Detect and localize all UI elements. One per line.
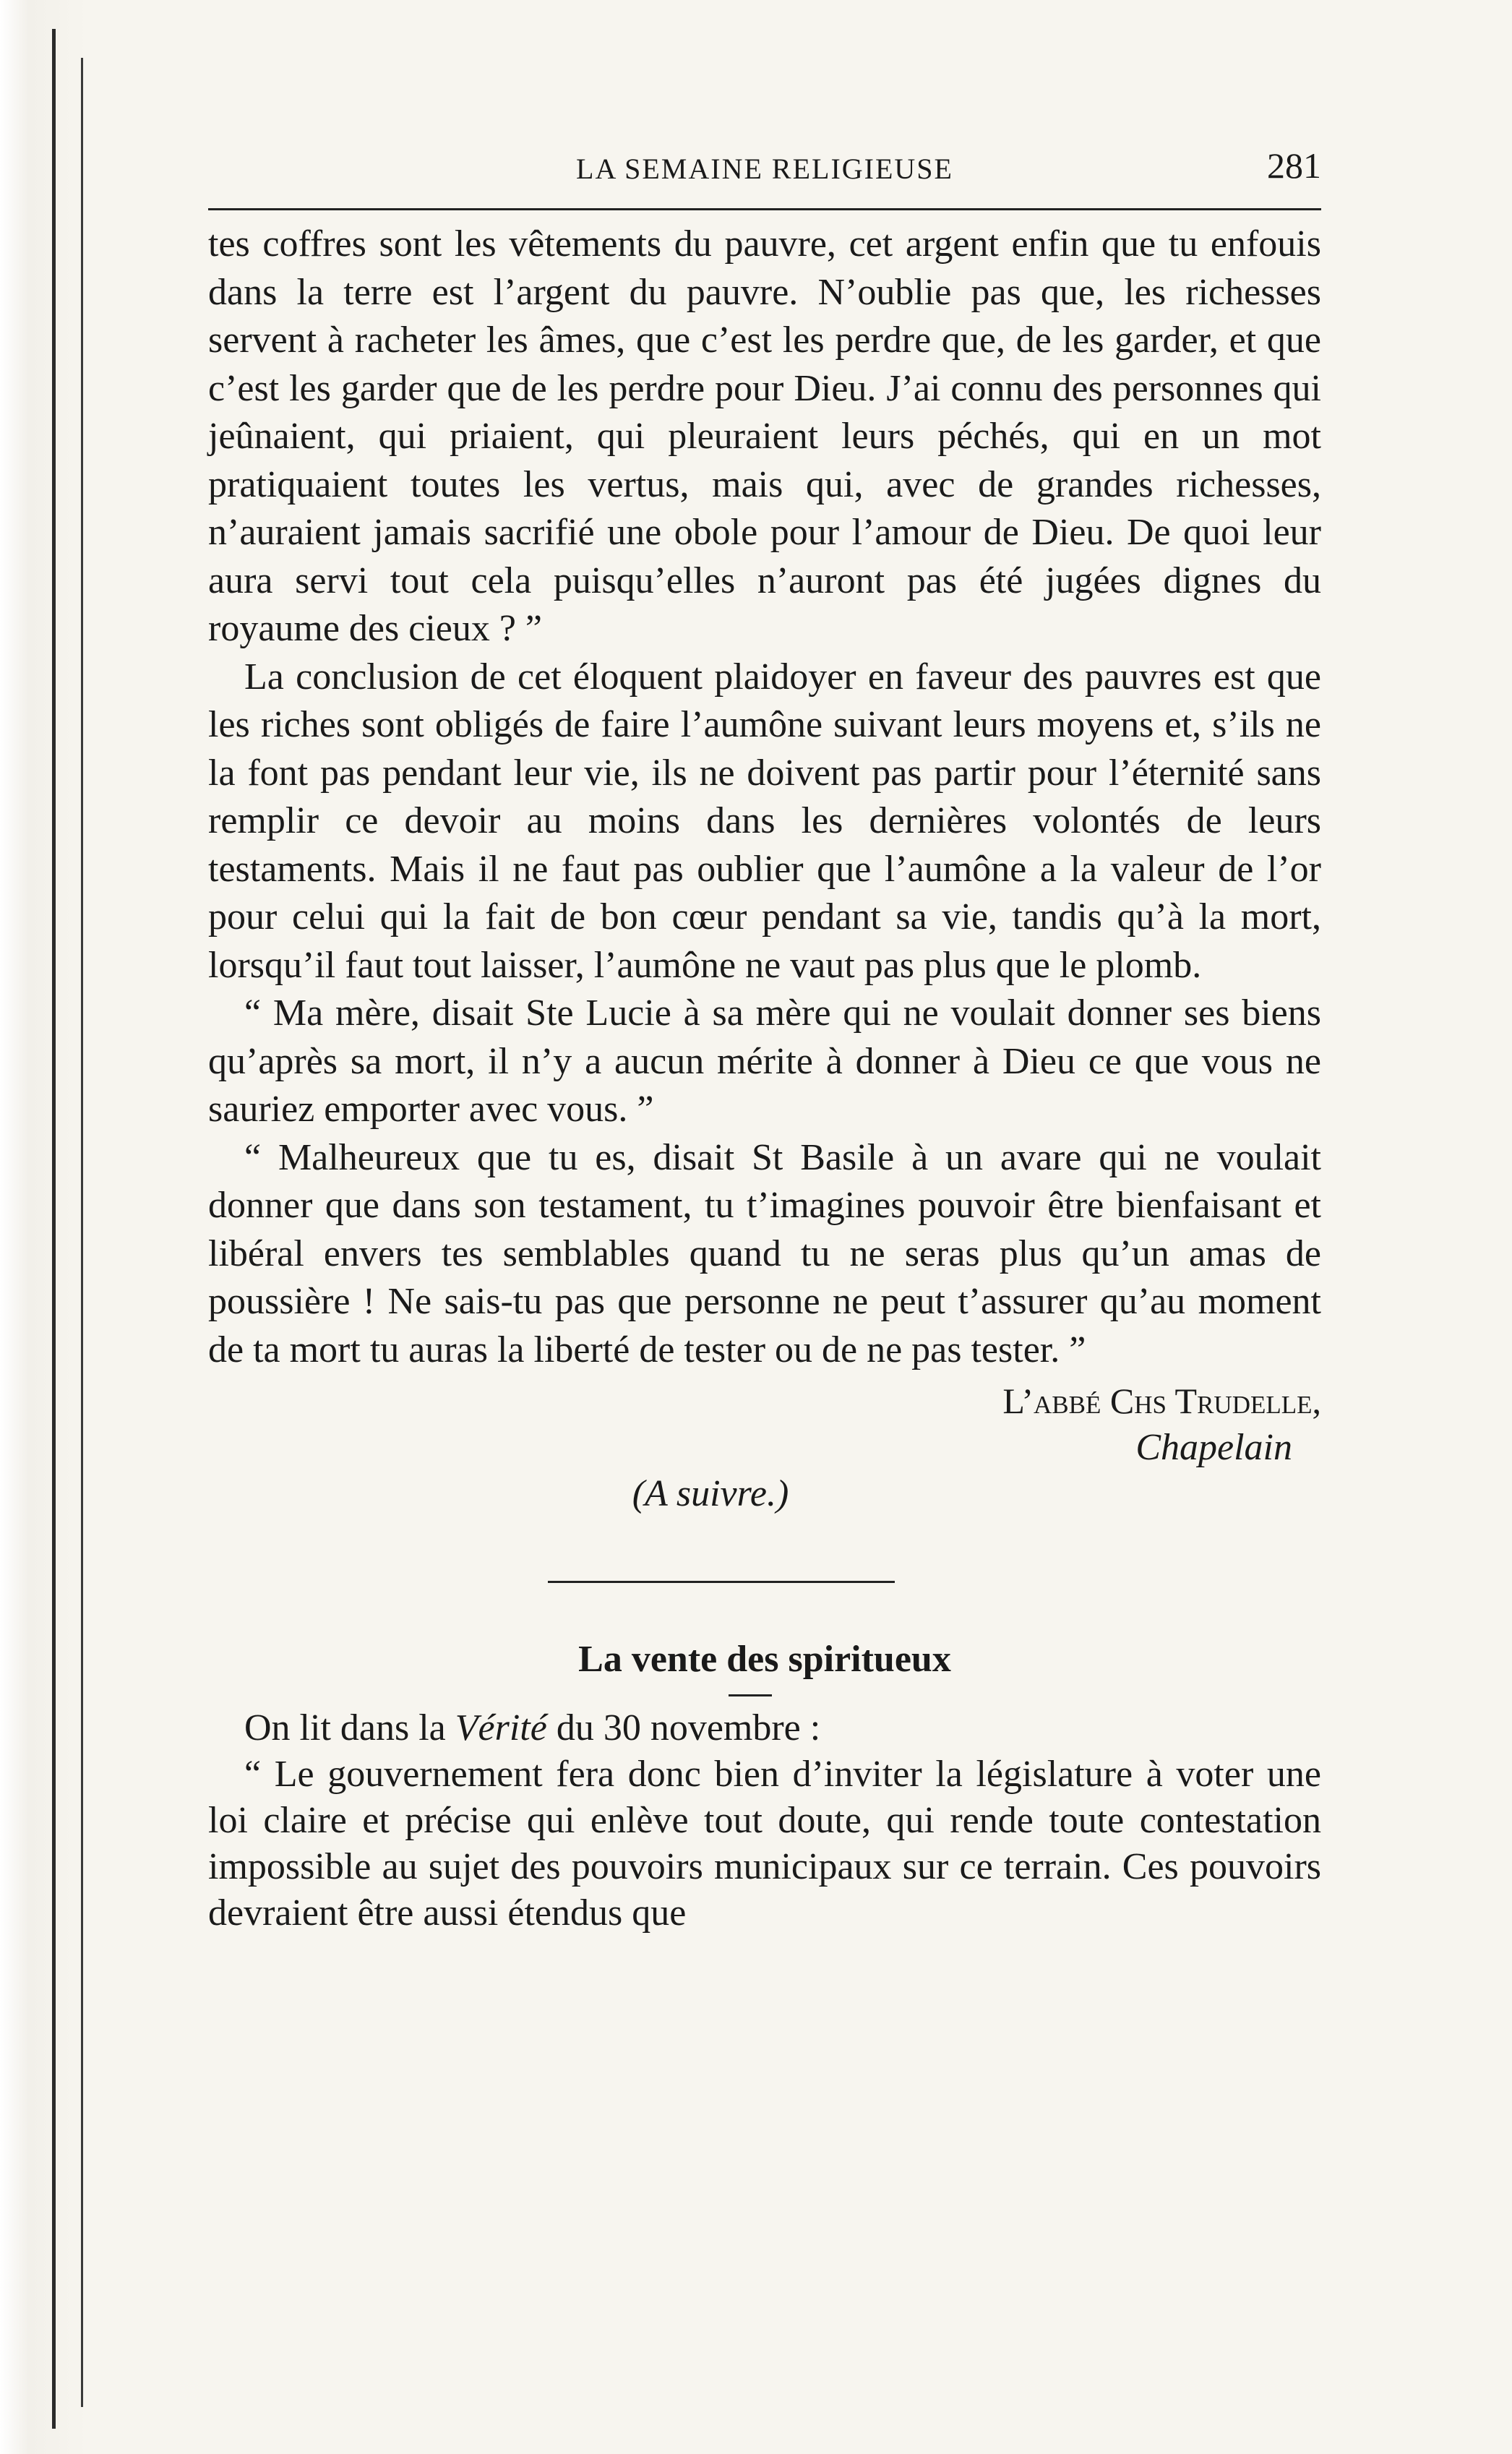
section-body [208, 1705, 1321, 1936]
paragraph-st-basile: “ Malheureux que tu es, disait St Basile à un avare qui ne voulait donner que dans son testament, tu t’imagines pouvoir être bienfaisant et libéral envers tes semblables quand tu ne seras plus qu’un amas de poussière ! Ne sais-tu pas que personne ne peut t’assurer qu’au moment de ta mort tu auras la liberté de tester ou de ne pas tester. ” [208, 1136, 1321, 1370]
source-name: Vérité [455, 1707, 547, 1749]
header-rule [208, 208, 1321, 210]
to-be-continued: (A suivre.) [632, 1473, 789, 1514]
author-role: Chapelain [1135, 1427, 1292, 1468]
running-head [208, 145, 1321, 195]
section-divider [548, 1581, 895, 1583]
paragraph-continuation: tes coffres sont les vêtements du pauvre, cet argent enfin que tu enfouis dans la terre est l’argent du pauvre. N’oublie pas que, les richesses servent à racheter les âmes, que c’est les perdre que, de les garder, et que c’est les garder que de les perdre pour Dieu. J’ai connu des personnes qui jeûnaient, qui priaient, qui pleuraient leurs péchés, qui en un mot pratiquaient toutes les vertus, mais qui, avec de grandes richesses, n’auraient jamais sacrifié une obole pour l’amour de Dieu. De quoi leur aura servi tout cela puisqu’elles n’auront pas été jugées dignes du royaume des cieux ? ” [208, 223, 1321, 649]
page-number: 281 [1267, 145, 1321, 186]
intro-suffix: du 30 novembre : [546, 1707, 821, 1749]
section-quote: “ Le gouvernement fera donc bien d’inviter la législature à voter une loi claire et précise qui enlève tout doute, qui rende toute contestation impossible au sujet des pouvoirs municipaux sur ce terrain. Ces pouvoirs devraient être aussi étendus que [208, 1754, 1321, 1934]
binding-line-inner [81, 58, 83, 2407]
author-signature: L’abbé Chs Trudelle, [1002, 1381, 1321, 1421]
paragraph-conclusion: La conclusion de cet éloquent plaidoyer en faveur des pauvres est que les riches sont obligés de faire l’aumône suivant leurs moyens et, s’ils ne la font pas pendant leur vie, ils ne doivent pas partir pour l’éternité sans remplir ce devoir au moins dans les dernières volontés de leurs testaments. Mais il ne faut pas oublier que l’aumône a la valeur de l’or pour celui qui la fait de bon cœur pendant sa vie, tandis qu’à la mort, lorsqu’il faut tout laisser, l’aumône ne vaut pas plus que le plomb. [208, 656, 1321, 986]
binding-line [52, 29, 56, 2429]
running-title: LA SEMAINE RELIGIEUSE [576, 153, 953, 185]
article-body [208, 220, 1321, 1374]
section-title: La vente des spiritueux [578, 1639, 951, 1680]
paragraph-ste-lucie: “ Ma mère, disait Ste Lucie à sa mère qui ne voulait donner ses biens qu’après sa mort, il n’y a aucun mérite à donner à Dieu ce que vous ne sauriez emporter avec vous. ” [208, 992, 1321, 1130]
intro-prefix: On lit dans la [244, 1707, 455, 1749]
binding-edge [0, 0, 87, 2454]
page [208, 145, 1321, 2400]
title-dash [729, 1694, 772, 1696]
section-intro [208, 1705, 1321, 1751]
